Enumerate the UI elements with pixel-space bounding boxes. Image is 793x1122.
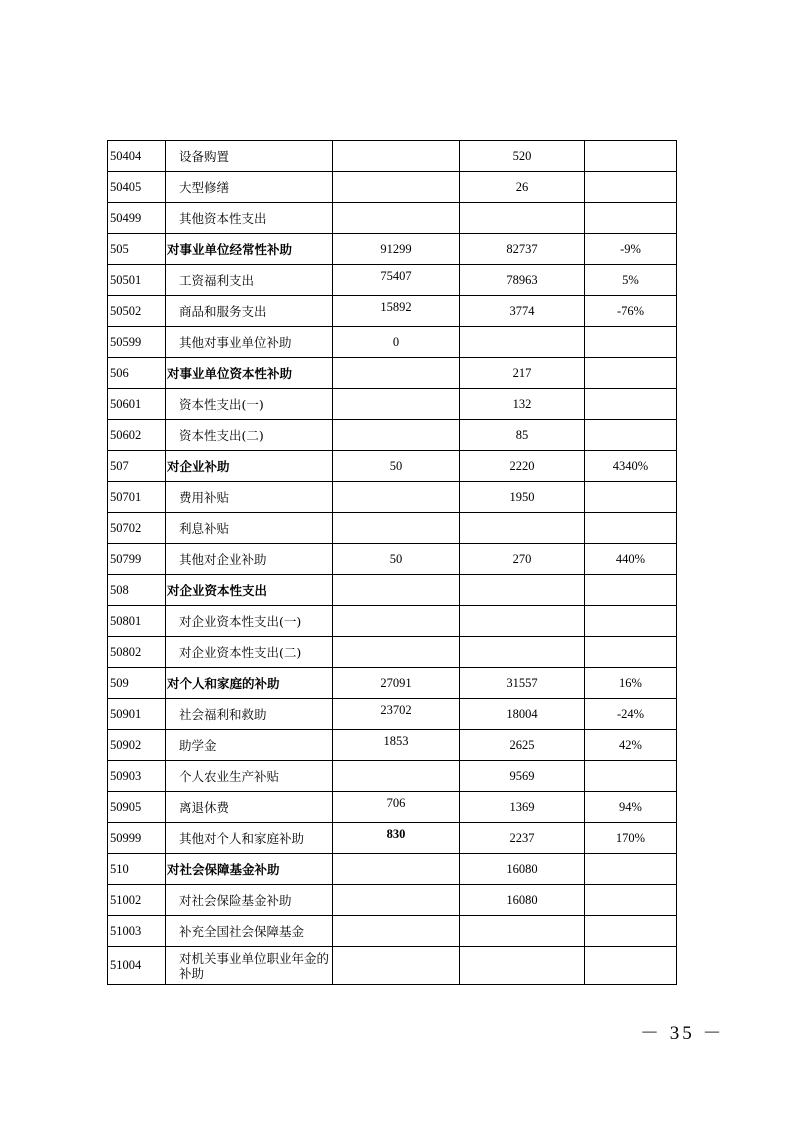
row-code-cell: 51003 — [108, 916, 166, 947]
row-prior-year-cell — [333, 203, 460, 234]
row-change-cell — [585, 575, 677, 606]
row-current-year-cell: 78963 — [460, 265, 585, 296]
table-row — [108, 234, 677, 265]
row-change-cell — [585, 761, 677, 792]
table-row — [108, 296, 677, 327]
row-current-year-cell: 16080 — [460, 885, 585, 916]
table-row — [108, 265, 677, 296]
row-change-cell: 440% — [585, 544, 677, 575]
table-row — [108, 544, 677, 575]
row-prior-year-cell: 50 — [333, 451, 460, 482]
row-prior-year-cell — [333, 637, 460, 668]
row-prior-year-cell — [333, 916, 460, 947]
row-name-cell: 工资福利支出 — [166, 265, 333, 296]
row-current-year-cell: 270 — [460, 544, 585, 575]
row-change-cell — [585, 172, 677, 203]
table-row — [108, 327, 677, 358]
row-code-cell: 50405 — [108, 172, 166, 203]
row-current-year-cell: 520 — [460, 141, 585, 172]
page-number: － 35 － — [640, 1023, 725, 1044]
row-code-cell: 50599 — [108, 327, 166, 358]
row-current-year-cell — [460, 513, 585, 544]
row-prior-year-cell — [333, 854, 460, 885]
row-change-cell: 5% — [585, 265, 677, 296]
row-change-cell — [585, 854, 677, 885]
row-name-cell: 费用补贴 — [166, 482, 333, 513]
row-prior-year-cell: 0 — [333, 327, 460, 358]
row-name-cell: 对企业资本性支出(二) — [166, 637, 333, 668]
row-change-cell — [585, 947, 677, 985]
row-current-year-cell — [460, 637, 585, 668]
row-code-cell: 50601 — [108, 389, 166, 420]
row-code-cell: 508 — [108, 575, 166, 606]
row-code-cell: 506 — [108, 358, 166, 389]
row-code-cell: 50802 — [108, 637, 166, 668]
row-prior-year-cell: 830 — [333, 823, 460, 854]
row-name-cell: 对企业资本性支出 — [166, 575, 333, 606]
row-change-cell: 42% — [585, 730, 677, 761]
row-current-year-cell: 18004 — [460, 699, 585, 730]
row-current-year-cell: 2237 — [460, 823, 585, 854]
row-current-year-cell — [460, 575, 585, 606]
row-current-year-cell — [460, 203, 585, 234]
row-code-cell: 50901 — [108, 699, 166, 730]
row-change-cell: -9% — [585, 234, 677, 265]
row-current-year-cell: 16080 — [460, 854, 585, 885]
row-change-cell: 16% — [585, 668, 677, 699]
row-name-cell: 大型修缮 — [166, 172, 333, 203]
row-current-year-cell: 1369 — [460, 792, 585, 823]
row-name-cell: 其他对企业补助 — [166, 544, 333, 575]
row-current-year-cell: 1950 — [460, 482, 585, 513]
row-current-year-cell: 2220 — [460, 451, 585, 482]
row-change-cell: -24% — [585, 699, 677, 730]
row-change-cell: -76% — [585, 296, 677, 327]
row-name-cell: 对机关事业单位职业年金的补助 — [166, 947, 333, 985]
row-current-year-cell — [460, 327, 585, 358]
row-code-cell: 50404 — [108, 141, 166, 172]
row-code-cell: 51004 — [108, 947, 166, 985]
row-name-cell: 商品和服务支出 — [166, 296, 333, 327]
row-name-cell: 对社会保险基金补助 — [166, 885, 333, 916]
row-name-cell: 社会福利和救助 — [166, 699, 333, 730]
row-prior-year-cell — [333, 172, 460, 203]
row-code-cell: 509 — [108, 668, 166, 699]
row-change-cell — [585, 327, 677, 358]
row-code-cell: 505 — [108, 234, 166, 265]
row-prior-year-cell — [333, 761, 460, 792]
row-prior-year-cell: 706 — [333, 792, 460, 823]
table-row — [108, 947, 677, 985]
row-prior-year-cell: 23702 — [333, 699, 460, 730]
row-change-cell — [585, 513, 677, 544]
budget-table — [107, 140, 677, 985]
row-code-cell: 50602 — [108, 420, 166, 451]
row-name-cell: 补充全国社会保障基金 — [166, 916, 333, 947]
row-current-year-cell: 217 — [460, 358, 585, 389]
budget-table-body — [108, 141, 677, 985]
row-code-cell: 50799 — [108, 544, 166, 575]
table-row — [108, 637, 677, 668]
row-change-cell — [585, 606, 677, 637]
row-name-cell: 资本性支出(一) — [166, 389, 333, 420]
row-code-cell: 50701 — [108, 482, 166, 513]
row-name-cell: 设备购置 — [166, 141, 333, 172]
row-current-year-cell: 2625 — [460, 730, 585, 761]
row-prior-year-cell: 15892 — [333, 296, 460, 327]
table-row — [108, 575, 677, 606]
row-name-cell: 其他对个人和家庭补助 — [166, 823, 333, 854]
row-prior-year-cell: 75407 — [333, 265, 460, 296]
row-code-cell: 50999 — [108, 823, 166, 854]
row-prior-year-cell — [333, 885, 460, 916]
table-row — [108, 668, 677, 699]
table-row — [108, 854, 677, 885]
row-change-cell: 94% — [585, 792, 677, 823]
table-row — [108, 451, 677, 482]
row-name-cell: 其他资本性支出 — [166, 203, 333, 234]
table-row — [108, 141, 677, 172]
table-row — [108, 203, 677, 234]
row-prior-year-cell — [333, 606, 460, 637]
row-name-cell: 个人农业生产补贴 — [166, 761, 333, 792]
row-current-year-cell — [460, 606, 585, 637]
table-row — [108, 885, 677, 916]
row-change-cell — [585, 358, 677, 389]
row-current-year-cell: 3774 — [460, 296, 585, 327]
row-prior-year-cell: 50 — [333, 544, 460, 575]
row-current-year-cell — [460, 947, 585, 985]
row-current-year-cell: 132 — [460, 389, 585, 420]
table-row — [108, 606, 677, 637]
row-code-cell: 51002 — [108, 885, 166, 916]
row-name-cell: 助学金 — [166, 730, 333, 761]
row-code-cell: 50502 — [108, 296, 166, 327]
row-code-cell: 50903 — [108, 761, 166, 792]
row-code-cell: 50501 — [108, 265, 166, 296]
row-prior-year-cell — [333, 482, 460, 513]
row-current-year-cell — [460, 916, 585, 947]
row-change-cell: 170% — [585, 823, 677, 854]
row-change-cell — [585, 141, 677, 172]
row-name-cell: 离退休费 — [166, 792, 333, 823]
row-code-cell: 510 — [108, 854, 166, 885]
table-row — [108, 730, 677, 761]
row-prior-year-cell: 27091 — [333, 668, 460, 699]
row-change-cell: 4340% — [585, 451, 677, 482]
table-row — [108, 823, 677, 854]
row-prior-year-cell — [333, 575, 460, 606]
row-current-year-cell: 85 — [460, 420, 585, 451]
row-current-year-cell: 26 — [460, 172, 585, 203]
row-name-cell: 利息补贴 — [166, 513, 333, 544]
row-code-cell: 507 — [108, 451, 166, 482]
row-prior-year-cell — [333, 141, 460, 172]
row-code-cell: 50702 — [108, 513, 166, 544]
row-name-cell: 对事业单位经常性补助 — [166, 234, 333, 265]
row-change-cell — [585, 203, 677, 234]
row-name-cell: 对社会保障基金补助 — [166, 854, 333, 885]
row-code-cell: 50499 — [108, 203, 166, 234]
table-row — [108, 358, 677, 389]
row-current-year-cell: 31557 — [460, 668, 585, 699]
row-name-cell: 对个人和家庭的补助 — [166, 668, 333, 699]
table-row — [108, 699, 677, 730]
row-prior-year-cell: 1853 — [333, 730, 460, 761]
row-prior-year-cell — [333, 513, 460, 544]
row-prior-year-cell — [333, 389, 460, 420]
table-row — [108, 513, 677, 544]
row-name-cell: 对事业单位资本性补助 — [166, 358, 333, 389]
row-code-cell: 50801 — [108, 606, 166, 637]
row-change-cell — [585, 389, 677, 420]
table-row — [108, 916, 677, 947]
row-prior-year-cell: 91299 — [333, 234, 460, 265]
row-prior-year-cell — [333, 420, 460, 451]
table-row — [108, 420, 677, 451]
table-row — [108, 482, 677, 513]
row-change-cell — [585, 482, 677, 513]
row-name-cell: 资本性支出(二) — [166, 420, 333, 451]
table-row — [108, 172, 677, 203]
row-name-cell: 对企业资本性支出(一) — [166, 606, 333, 637]
row-prior-year-cell — [333, 947, 460, 985]
row-name-cell: 其他对事业单位补助 — [166, 327, 333, 358]
row-code-cell: 50902 — [108, 730, 166, 761]
row-change-cell — [585, 420, 677, 451]
table-row — [108, 389, 677, 420]
row-current-year-cell: 82737 — [460, 234, 585, 265]
row-name-cell: 对企业补助 — [166, 451, 333, 482]
row-prior-year-cell — [333, 358, 460, 389]
row-change-cell — [585, 637, 677, 668]
row-current-year-cell: 9569 — [460, 761, 585, 792]
row-code-cell: 50905 — [108, 792, 166, 823]
row-change-cell — [585, 885, 677, 916]
row-change-cell — [585, 916, 677, 947]
table-row — [108, 761, 677, 792]
table-row — [108, 792, 677, 823]
